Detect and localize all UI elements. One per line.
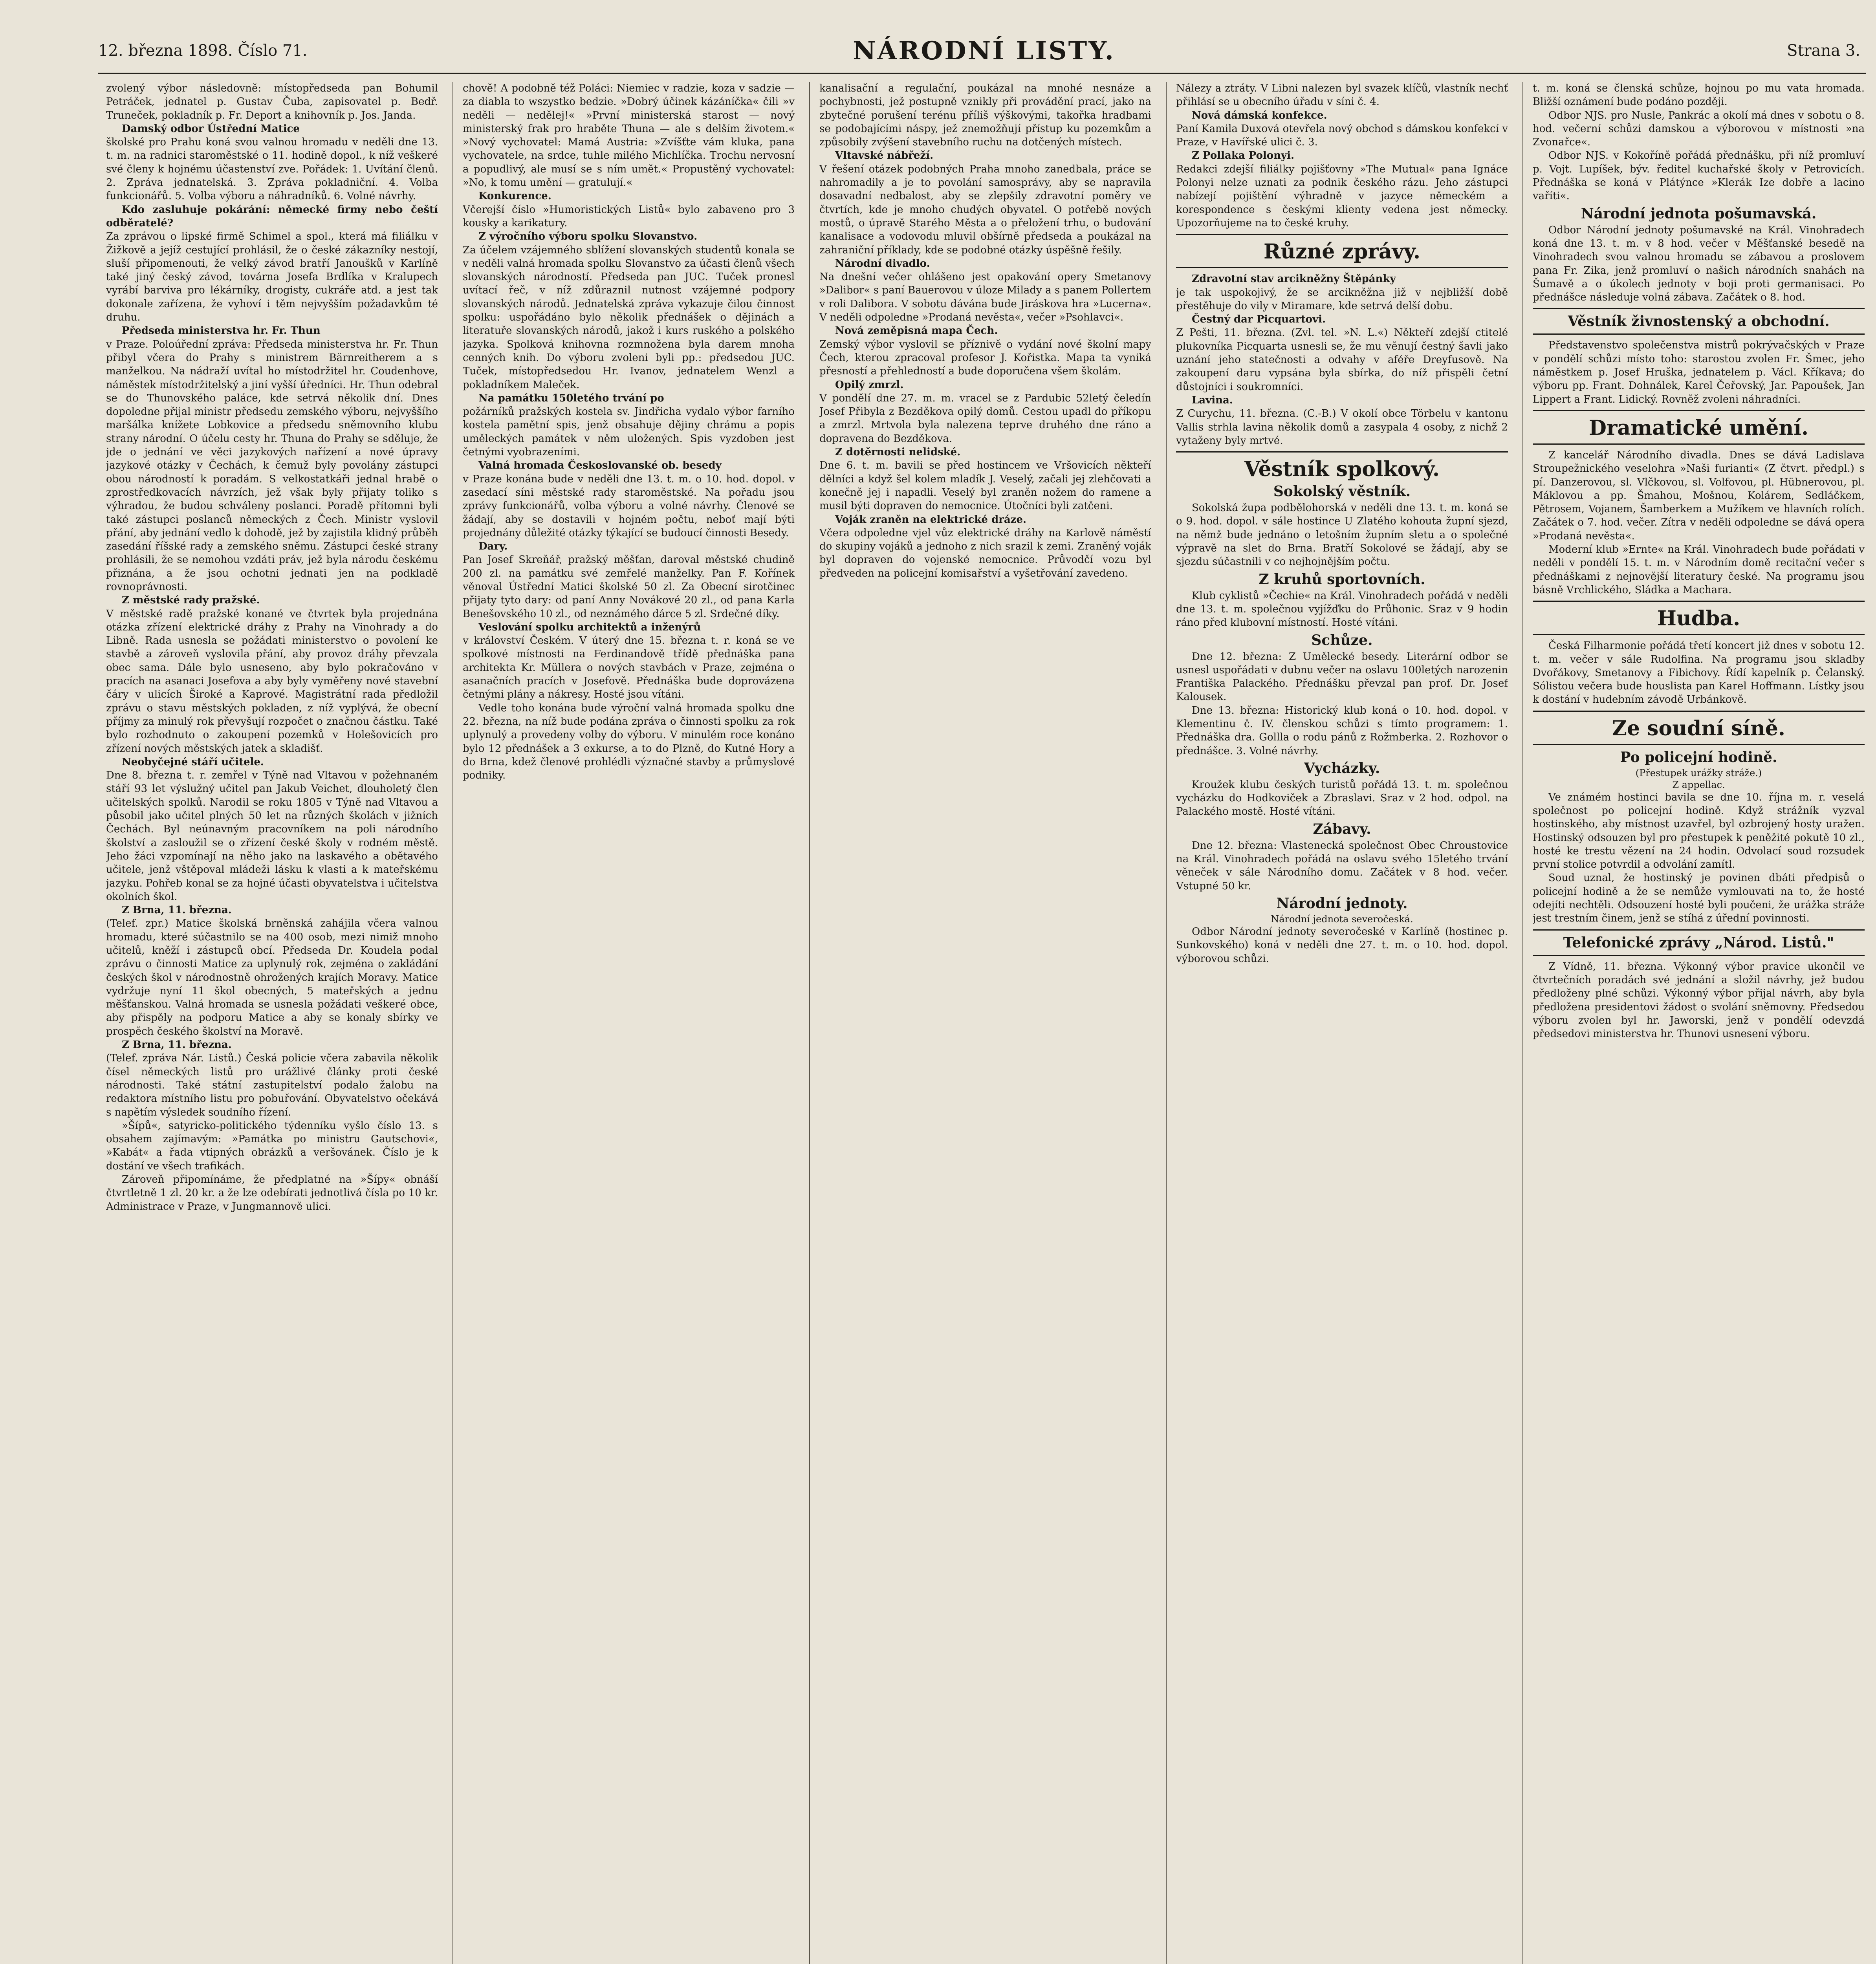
article-heading: Konkurence. <box>478 190 551 202</box>
section-title: Věstník spolkový. <box>1244 457 1440 482</box>
column-3 <box>819 82 1151 1964</box>
article-heading: Předseda ministerstva hr. Fr. Thun <box>122 325 321 337</box>
article-paragraph: (Telef. zpr.) Matice školská brněnská zahájila včera valnou hromadu, které súčastnilo se na 400 osob, mezi nimiž mnoho učitelů, kněží i zástupců obcí. Předseda Dr. Koudela podal zprávu o činnosti Matice za uplynulý rok, zejména o zakládání českých škol v národnostně ohrožených krajích Moravy. Matice vydržuje nyní 11 škol obecných, 5 mateřských a jednu měšťanskou. Valná hromada se usnesla požádati veškeré obce, aby přispěly na podporu Matice a aby se konaly sbírky ve prospěch českého školství na Moravě. <box>106 918 438 1037</box>
article-paragraph: Z kancelář Národního divadla. Dnes se dává Ladislava Stroupežnického veselohra »Naši furianti« (Z čtvrt. předpl.) s pí. Danzerovou, sl. Vlčkovou, sl. Volfovou, pl. Hübnerovou, pl. Máklovou a pp. Šmahou, Mošnou, Kolárem, Sedláčkem, Pětrosem, Vojanem, Šamberkem a Mužíkem ve hlavních rolích. Začátek o 7. hod. večer. Zítra v neděli odpoledne se dává opera »Prodaná nevěsta«. <box>1533 449 1865 542</box>
section-rule <box>1533 410 1865 411</box>
article-paragraph: Vedle toho konána bude výroční valná hromada spolku dne 22. března, na níž bude podána zpráva o činnosti spolku za rok uplynulý a provedeny volby do výboru. V minulém roce konáno bylo 12 přednášek a 3 exkurse, a to do Plzně, do Kutné Hory a do Brna, kdež členové prohlédli význačné stavby a průmyslové podniky. <box>463 702 795 782</box>
article-paragraph: Paní Kamila Duxová otevřela nový obchod s dámskou konfekcí v Praze, v Havířské ulici č. 3. <box>1176 123 1508 148</box>
article-paragraph: V řešení otázek podobných Praha mnoho zanedbala, práce se nahromadily a je to povolání samosprávy, aby se napravila dosavadní nedbalost, aby se zlepšily zdravotní poměry ve čtvrtích, kde je mnoho chudých obyvatel. O potřebě nových mostů, o úpravě Starého Města a o přeložení trhu, o budování kanalisace a vodovodu mluvil obšírně předseda a poukázal na zahraniční příklady, kde se podobné otázky úspěšně řešily. <box>819 163 1151 256</box>
section-title: Ze soudní síně. <box>1612 716 1785 740</box>
article-heading: Valná hromada Českoslovanské ob. besedy <box>478 460 722 472</box>
subsection-title: Národní jednota pošumavská. <box>1581 205 1817 222</box>
article-heading: Neobyčejné stáří učitele. <box>122 756 264 768</box>
article-heading: Damský odbor Ústřední Matice <box>122 123 300 135</box>
article-heading: Opilý zmrzl. <box>835 379 904 391</box>
article-heading: Dary. <box>478 540 508 553</box>
article-paragraph: Klub cyklistů »Čechie« na Král. Vinohradech pořádá v neděli dne 13. t. m. společnou vyjížďku do Průhonic. Sraz v 9 hodin ráno před klubovní místností. Hosté vítáni. <box>1176 590 1508 629</box>
article-heading: Veslování spolku architektů a inženýrů <box>478 621 701 633</box>
section-title: Věstník živnostenský a obchodní. <box>1568 313 1830 330</box>
article-paragraph: t. m. koná se členská schůze, hojnou po mu vata hromada. Bližší oznámení bude podáno později. <box>1533 82 1865 108</box>
column-2 <box>463 82 795 1964</box>
article-paragraph: zvolený výbor následovně: místopředseda pan Bohumil Petráček, jednatel p. Gustav Čuba, zapisovatel p. Bedř. Truneček, pokladník p. Fr. Deport a knihovník p. Jos. Janda. <box>106 82 438 121</box>
subsection-title: Po policejní hodině. <box>1620 749 1777 766</box>
article-paragraph: V pondělí dne 27. m. m. vracel se z Pardubic 52letý čeledín Josef Přibyla z Bezděkova opilý domů. Cestou upadl do příkopu a zmrzl. Mrtvola byla nalezena teprve druhého dne ráno a dopravena do Bezděkova. <box>819 392 1151 445</box>
article-paragraph: Z Pešti, 11. března. (Zvl. tel. »N. L.«) Někteří zdejší ctitelé plukovníka Picquarta usnesli se, že mu věnují čestný šavli jako uznání jeho statečnosti a odvahy v aféře Dreyfusově. Na zakoupení daru vypsána byla sbírka, do níž přispěli četní důstojníci i soukromníci. <box>1176 327 1508 393</box>
issue-date: 12. března 1898. Číslo 71. <box>98 42 308 60</box>
section-title: Hudba. <box>1657 606 1740 631</box>
section-rule <box>1533 443 1865 445</box>
article-paragraph: Včera odpoledne vjel vůz elektrické dráhy na Karlově náměstí do skupiny vojáků a jednoho z nich srazil k zemi. Zraněný voják byl dopraven do vojenské nemocnice. Průvodčí vozu byl předveden na policejní komisařství a vyšetřování zavedeno. <box>819 527 1151 579</box>
section-rule <box>1533 955 1865 956</box>
column-divider <box>1166 82 1167 1964</box>
subsection-title: Z kruhů sportovních. <box>1259 571 1425 588</box>
article-heading: Nová dámská konfekce. <box>1192 109 1327 121</box>
page-number: Strana 3. <box>1787 42 1860 60</box>
article-paragraph: Česká Filharmonie pořádá třetí koncert již dnes v sobotu 12. t. m. večer v sále Rudolfina. Na programu jsou skladby Dvořákovy, Smetanovy a Fibichovy. Řídí kapelník p. Čelanský. Sólistou večera bude houslista pan Karel Hoffmann. Lístky jsou k dostání v hudebním závodě Urbánkově. <box>1533 640 1865 706</box>
column-divider <box>1522 82 1523 1964</box>
article-paragraph: Dne 13. března: Historický klub koná o 10. hod. dopol. v Klementinu č. IV. členskou schůzi s tímto programem: 1. Přednáška dra. Gollla o rodu pánů z Rožmberka. 2. Rozhovor o přednášce. 3. Volné návrhy. <box>1176 704 1508 757</box>
article-paragraph: Z Curychu, 11. března. (C.-B.) V okolí obce Törbelu v kantonu Vallis strhla lavina několik domů a zasypala 4 osoby, z nichž 2 vytaženy byly mrtvé. <box>1176 408 1508 447</box>
subsection-title: Národní jednoty. <box>1276 895 1408 912</box>
article-heading: Z výročního výboru spolku Slovanstvo. <box>478 231 698 243</box>
section-rule <box>1533 929 1865 931</box>
article-paragraph: »Šípů«, satyricko-politického týdenníku vyšlo číslo 13. s obsahem zajímavým: »Památka po ministru Gautschovi«, »Kabát« a řada vtipných obrázků a veršovánek. Číslo je k dostání ve všech trafikách. <box>106 1119 438 1172</box>
article-heading: Čestný dar Picquartovi. <box>1192 313 1326 326</box>
section-rule <box>1176 451 1508 453</box>
article-heading: Zdravotní stav arcikněžny Štěpánky <box>1192 273 1396 285</box>
section-rule <box>1176 234 1508 235</box>
article-heading: Z městské rady pražské. <box>122 594 260 606</box>
subsection-subtitle: (Přestupek urážky stráže.) <box>1635 767 1762 779</box>
article-paragraph: požárníků pražských kostela sv. Jindřicha vydalo výbor farního kostela pamětní spis, jenž obsahuje dějiny chrámu a popis uměleckých památek v něm uložených. Spis vyzdoben jest četnými vyobrazeními. <box>463 406 795 458</box>
article-paragraph: Redakci zdejší filiálky pojišťovny »The Mutual« pana Ignáce Polonyi nelze uznati za podnik českého rázu. Jeho zástupci nabízejí pojištění výhradně v jazyce německém a korespondence s českými klienty vedena jest německy. Upozorňujeme na to české kruhy. <box>1176 163 1508 229</box>
section-title: Různé zprávy. <box>1263 240 1421 264</box>
article-paragraph: Dne 8. března t. r. zemřel v Týně nad Vltavou v požehnaném stáří 93 let výslužný učitel pan Jakub Veichet, dlouholetý člen učitelských spolků. Narodil se roku 1805 v Týně nad Vltavou a působil jako učitel plných 50 let na různých školách v jižních Čechách. Byl neúnavným pracovníkem na poli národního školství a zasloužil se o zřízení české školy v rodném městě. Jeho žáci vzpomínají na něho jako na laskavého a obětavého učitele, jenž vštěpoval mládeži lásku k vlasti a k mateřskému jazyku. Pohřeb konal se za hojné účasti obyvatelstva i učitelstva okolních škol. <box>106 769 438 903</box>
article-paragraph: Dne 12. března: Z Umělecké besedy. Literární odbor se usnesl uspořádati v dubnu večer na oslavu 100letých narozenin Františka Palackého. Přednášku převzal pan prof. Dr. Josef Kalousek. <box>1176 650 1508 703</box>
article-paragraph: Zemský výbor vyslovil se příznivě o vydání nové školní mapy Čech, kterou zpracoval profesor J. Kořistka. Mapa ta vyniká přesností a přehledností a bude doporučena všem školám. <box>819 338 1151 377</box>
article-paragraph: Kroužek klubu českých turistů pořádá 13. t. m. společnou vycházku do Hodkoviček a Zbraslavi. Sraz v 2 hod. odpol. na Palackého mostě. Hosté vítáni. <box>1176 779 1508 818</box>
article-paragraph: Dne 12. března: Vlastenecká společnost Obec Chroustovice na Král. Vinohradech pořádá na oslavu svého 15letého trvání věneček v sále Národního domu. Začátek v 8 hod. večer. Vstupné 50 kr. <box>1176 839 1508 892</box>
column-1 <box>106 82 438 1964</box>
article-paragraph: Z Vídně, 11. března. Výkonný výbor pravice ukončil ve čtvrtečních poradách své jednání a složil návrhy, jež budou předloženy plné schůzi. Výkonný výbor přijal návrh, aby byla předložena presidentovi žádost o svolání sněmovny. Předsedou výboru zvolen byl hr. Jaworski, jenž v pondělí odevzdá předsedovi ministerstva hr. Thunovi usnesení výboru. <box>1533 960 1865 1040</box>
article-heading: Vltavské nábřeží. <box>835 150 934 162</box>
subsection-subtitle: Z appellac. <box>1672 779 1725 790</box>
article-paragraph: kanalisační a regulační, poukázal na mnohé nesnáze a pochybnosti, jež postupně vznikly při provádění prací, jako na zbytečné porušení terénu příliš výškovými, takořka hradbami se podobajícími náspy, jež znemožňují přístup ku pozemkům a způsobily zvýšení stavebního ruchu na dotčených místech. <box>819 82 1151 148</box>
article-paragraph: Na dnešní večer ohlášeno jest opakování opery Smetanovy »Dalibor« s paní Bauerovou v úloze Milady a s panem Pollertem v roli Dalibora. V sobotu dávána bude Jiráskova hra »Lucerna«. V neděli odpoledne »Prodaná nevěsta«, večer »Psohlavci«. <box>819 271 1151 324</box>
article-paragraph: Sokolská župa podbělohorská v neděli dne 13. t. m. koná se o 9. hod. dopol. v sále hostince U Zlatého kohouta župní sjezd, na němž bude jednáno o letošním župním sletu a o společné výpravě na slet do Brna. Bratří Sokolové se žádají, aby se sjezdu súčastnili v co nejhojnějším počtu. <box>1176 502 1508 568</box>
column-5 <box>1533 82 1865 1964</box>
column-4 <box>1176 82 1508 1964</box>
article-paragraph: Odbor NJS. pro Nusle, Pankrác a okolí má dnes v sobotu o 8. hod. večerní schůzi damskou a výborovou v místnosti »na Zvonařce«. <box>1533 109 1865 148</box>
article-paragraph: Včerejší číslo »Humoristických Listů« bylo zabaveno pro 3 kousky a karikatury. <box>463 203 795 229</box>
article-paragraph: v Praze. Poloúřední zpráva: Předseda ministerstva hr. Fr. Thun přibyl včera do Prahy s ministrem Bärnreitherem a s manželkou. Na nádraží uvítal ho místodržitel hr. Coudenhove, náměstek místodržitelský a jiní vyšší úředníci. Hr. Thun odebral se do Thunovského paláce, kde setrvá několik dní. Dnes dopoledne přijal ministr předsedu zemského výboru, nejvyššího maršálka knížete Lobkovice a předsedu sněmovního klubu strany národní. O účelu cesty hr. Thuna do Prahy se sděluje, že jde o jednání ve věci jazykových nařízení a nové úpravy jazykové otázky v Čechách, k čemuž byly povolány zástupci obou národností k poradám. S velkostatkáři jednal hrabě o zprostředkovacích návrzích, jež však byly přijaty toliko s výhradou, že budou schváleny poslanci. Poradě přítomni byli také zástupci poslanců německých z Čech. Ministr vyslovil přání, aby jednání vedlo k dohodě, jež by zajistila klidný průběh zasedání říšské rady a zemského sněmu. Zástupci české strany prohlásili, že se nemohou vzdáti práv, jež byla národu českému přiznána, a že jsou ochotni jednati jen na podkladě rovnoprávnosti. <box>106 338 438 593</box>
article-heading: Na památku 150letého trvání po <box>478 392 664 404</box>
article-heading: Lavina. <box>1192 394 1233 406</box>
section-rule <box>1533 634 1865 635</box>
masthead-title: NÁRODNÍ LISTY. <box>853 36 1115 66</box>
subsection-title: Zábavy. <box>1313 821 1371 837</box>
article-paragraph: Odbor NJS. v Kokoříně pořádá přednášku, při níž promluví p. Vojt. Lupíšek, býv. ředitel kuchařské školy v Petrovicích. Přednáška se koná v Plátýnce »Klerák Ize dobře a lacino vaříti«. <box>1533 150 1865 202</box>
page-header <box>98 36 1870 71</box>
article-paragraph: Pan Josef Skreňář, pražský měšťan, daroval městské chudině 200 zl. na památku své zemřelé manželky. Pan F. Kořínek věnoval Ústřední Matici školské 50 zl. Za Obecní sirotčinec přijaty tyto dary: od paní Anny Novákové 20 zl., od pana Karla Benešovského 10 zl., od neznámého dárce 5 zl. Srdečné díky. <box>463 554 795 620</box>
subsection-title: Schůze. <box>1311 632 1373 649</box>
article-heading: Národní divadlo. <box>835 257 930 269</box>
article-paragraph: Dne 6. t. m. bavili se před hostincem ve Vršovicích někteří dělníci a když šel kolem mladík J. Veselý, začali jej zlehčovati a konečně jej i napadli. Veselý byl zraněn nožem do ramene a musil býti dopraven do nemocnice. Útočníci byli zatčeni. <box>819 460 1151 512</box>
section-rule <box>1533 744 1865 745</box>
article-paragraph: Moderní klub »Ernte« na Král. Vinohradech bude pořádati v neděli v pondělí 15. t. m. v Národním domě recitační večer s přednáškami z nejnovější literatury české. Na programu jsou básně Vrchlického, Sládka a Machara. <box>1533 544 1865 596</box>
article-paragraph: chově! A podobně též Poláci: Niemiec v radzie, koza v sadzie — za diabla to wszystko bedzie. »Dobrý účinek kázáníčka« čili »v neděli — nedělej!« »První ministerská starost — nový ministerský frak pro hraběte Thuna — ale s delším životem.« »Nový vychovatel: Mamá Austria: »Zvíšťte vám kluka, pana vychovatele, na srdce, tuhle milého Michlíčka. Trochu nervosní a popudlivý, ale musí se s ním umět.« Propustěný vychovatel: »No, k tomu umění — gratulují.« <box>463 82 795 189</box>
article-paragraph: školské pro Prahu koná svou valnou hromadu v neděli dne 13. t. m. na radnici staroměstské o 11. hodině dopol., k níž veškeré své členy k hojnému účastenství zve. Pořádek: 1. Uvítání členů. 2. Zpráva jednatelská. 3. Zpráva pokladniční. 4. Volba funkcionářů. 5. Volba výboru a náhradníků. 6. Volné návrhy. <box>106 136 438 202</box>
article-paragraph: (Telef. zpráva Nár. Listů.) Česká policie včera zabavila několik čísel německých listů pro urážlivé články proti české národnosti. Také státní zastupitelství podalo žalobu na redaktora místního listu pro pobuřování. Obyvatelstvo očekává s napětím výsledek soudního řízení. <box>106 1052 438 1118</box>
article-paragraph: v království Českém. V úterý dne 15. března t. r. koná se ve spolkové místnosti na Ferdinandově třídě přednáška pana architekta Kr. Müllera o nových stavbách v Praze, zejména o asanačních pracích v Josefově. Přednáška bude doprovázena četnými plány a nákresy. Hosté jsou vítáni. <box>463 635 795 701</box>
article-paragraph: Odbor Národní jednoty pošumavské na Král. Vinohradech koná dne 13. t. m. v 8 hod. večer v Měšťanské besedě na Vinohradech svou valnou hromadu se zábavou a proslovem pana Fr. Zika, jenž promluví o našich národních snahách na Šumavě a o úkolech jednoty v boji proti germanisaci. Po přednášce následuje volná zábava. Začátek o 8. hod. <box>1533 224 1865 304</box>
article-paragraph: Ve známém hostinci bavila se dne 10. října m. r. veselá společnost po policejní hodině. Když strážník vyzval hostinského, aby místnost uzavřel, byl ozbrojený hosty uražen. Hostinský odsouzen byl pro přestupek k peněžité pokutě 10 zl., hosté ke trestu vězení na 24 hodin. Odvolací soud rozsudek první stolice potvrdil a odvolání zamítl. <box>1533 791 1865 871</box>
article-heading: Z Pollaka Polonyi. <box>1192 150 1295 162</box>
article-heading: Kdo zasluhuje pokárání: německé firmy nebo čeští odběratelé? <box>106 203 438 229</box>
section-rule <box>1533 333 1865 335</box>
subsection-subtitle: Národní jednota severočeská. <box>1271 913 1413 925</box>
article-heading: Z Brna, 11. března. <box>122 904 232 916</box>
section-title: Telefonické zprávy „Národ. Listů." <box>1563 934 1834 951</box>
article-paragraph: Představenstvo společenstva mistrů pokrývačských v Praze v pondělí schůzi místo toho: starostou zvolen Fr. Šmec, jeho náměstkem p. Josef Hruška, jednatelem p. Václ. Kříkava; do výboru pp. Frant. Dohnálek, Karel Čeřovský, Jar. Papoušek, Jan Lippert a Frant. Lidický. Rovněž zvoleni náhradníci. <box>1533 339 1865 405</box>
section-rule <box>1176 267 1508 268</box>
article-paragraph: v Praze konána bude v neděli dne 13. t. m. o 10. hod. dopol. v zasedací síni městské rady staroměstské. Na pořadu jsou zprávy funkcionářů, volba výboru a volné návrhy. Členové se žádají, aby se dostavili v hojném počtu, neboť mají býti projednány důležité otázky týkající se budoucí činnosti Besedy. <box>463 473 795 539</box>
column-divider <box>809 82 810 1964</box>
article-heading: Voják zraněn na elektrické dráze. <box>835 513 1027 526</box>
section-rule <box>1533 601 1865 602</box>
article-paragraph: Nálezy a ztráty. V Libni nalezen byl svazek klíčů, vlastník nechť přihlásí se u obecního úřadu v síni č. 4. <box>1176 82 1508 108</box>
article-heading: Z Brna, 11. března. <box>122 1039 232 1051</box>
article-paragraph: Zároveň připomínáme, že předplatné na »Šípy« obnáší čtvrtletně 1 zl. 20 kr. a že lze odebírati jednotlivá čísla po 10 kr. Administrace v Praze, v Jungmannově ulici. <box>106 1174 438 1213</box>
section-rule <box>1533 711 1865 712</box>
article-heading: Nová zeměpisná mapa Čech. <box>835 325 998 337</box>
article-paragraph: Za zprávou o lipské firmě Schimel a spol., která má filiálku v Žižkově a jejíž cestující prohlásil, že o české zákazníky nestojí, sluší připomenouti, že velký závod bratří Janoušků v Karlíně také jiný český závod, továrna Josefa Brdlíka v Kralupech vyrábí barviva pro lékárníky, drogisty, cukráře atd. a jest tak dokonale zařízena, že vyhoví i těm nejvyšším požadavkům té druhu. <box>106 231 438 324</box>
section-title: Dramatické umění. <box>1588 416 1809 440</box>
article-paragraph: Odbor Národní jednoty severočeské v Karlíně (hostinec p. Sunkovského) koná v neděli dne 27. t. m. o 10. hod. dopol. výborovou schůzi. <box>1176 925 1508 965</box>
article-paragraph: Za účelem vzájemného sblížení slovanských studentů konala se v neděli valná hromada spolku Slovanstvo za účasti členů všech slovanských národností. Předseda pan JUC. Tuček pronesl uvítací řeč, v níž zdůraznil nutnost vzájemné podpory slovanských národů. Jednatelská zpráva vykazuje čilou činnost spolku: uspořádáno bylo několik přednášek o dějinách a literatuře slovanských národů, jakož i kurs ruského a polského jazyka. Spolková knihovna rozmnožena byla darem mnoha cenných knih. Do výboru zvoleni byli pp.: předsedou JUC. Tuček, místopředsedou Hr. Ivanov, jednatelem Wenzl a pokladníkem Maleček. <box>463 244 795 391</box>
article-heading: Z dotěrnosti nelidské. <box>835 446 961 458</box>
subsection-title: Sokolský věstník. <box>1273 483 1411 500</box>
article-paragraph: Soud uznal, že hostinský je povinen dbáti předpisů o policejní hodině a že se nemůže vymlouvati na to, že hosté odejíti nechtěli. Odsouzení hosté byli poučeni, že urážka stráže jest trestním činem, jenž se stíhá z úřední povinnosti. <box>1533 872 1865 925</box>
header-rule <box>98 73 1866 74</box>
article-paragraph: je tak uspokojivý, že se arcikněžna již v nejbližší době přestěhuje do vily v Miramare, kde setrvá delší dobu. <box>1176 286 1508 312</box>
article-paragraph: V městské radě pražské konané ve čtvrtek byla projednána otázka zřízení elektrické dráhy z Prahy na Vinohrady a do Libně. Rada usnesla se požádati ministerstvo o povolení ke stavbě a zároveň vyslovila přání, aby provoz dráhy převzala obec sama. Dále bylo usneseno, aby bylo pokračováno v pracích na asanaci Josefova a aby byly vyměřeny nové stavební čáry v ulicích Široké a Kaprové. Magistrátní rada předložil zprávu o stavu městských pokladen, z níž vyplývá, že obecní příjmy za minulý rok převyšují rozpočet o značnou částku. Také bylo rozhodnuto o zakoupení pozemků v Holešovicích pro zřízení nových městských jatek a skladišť. <box>106 608 438 755</box>
section-rule <box>1533 308 1865 309</box>
subsection-title: Vycházky. <box>1304 760 1380 777</box>
